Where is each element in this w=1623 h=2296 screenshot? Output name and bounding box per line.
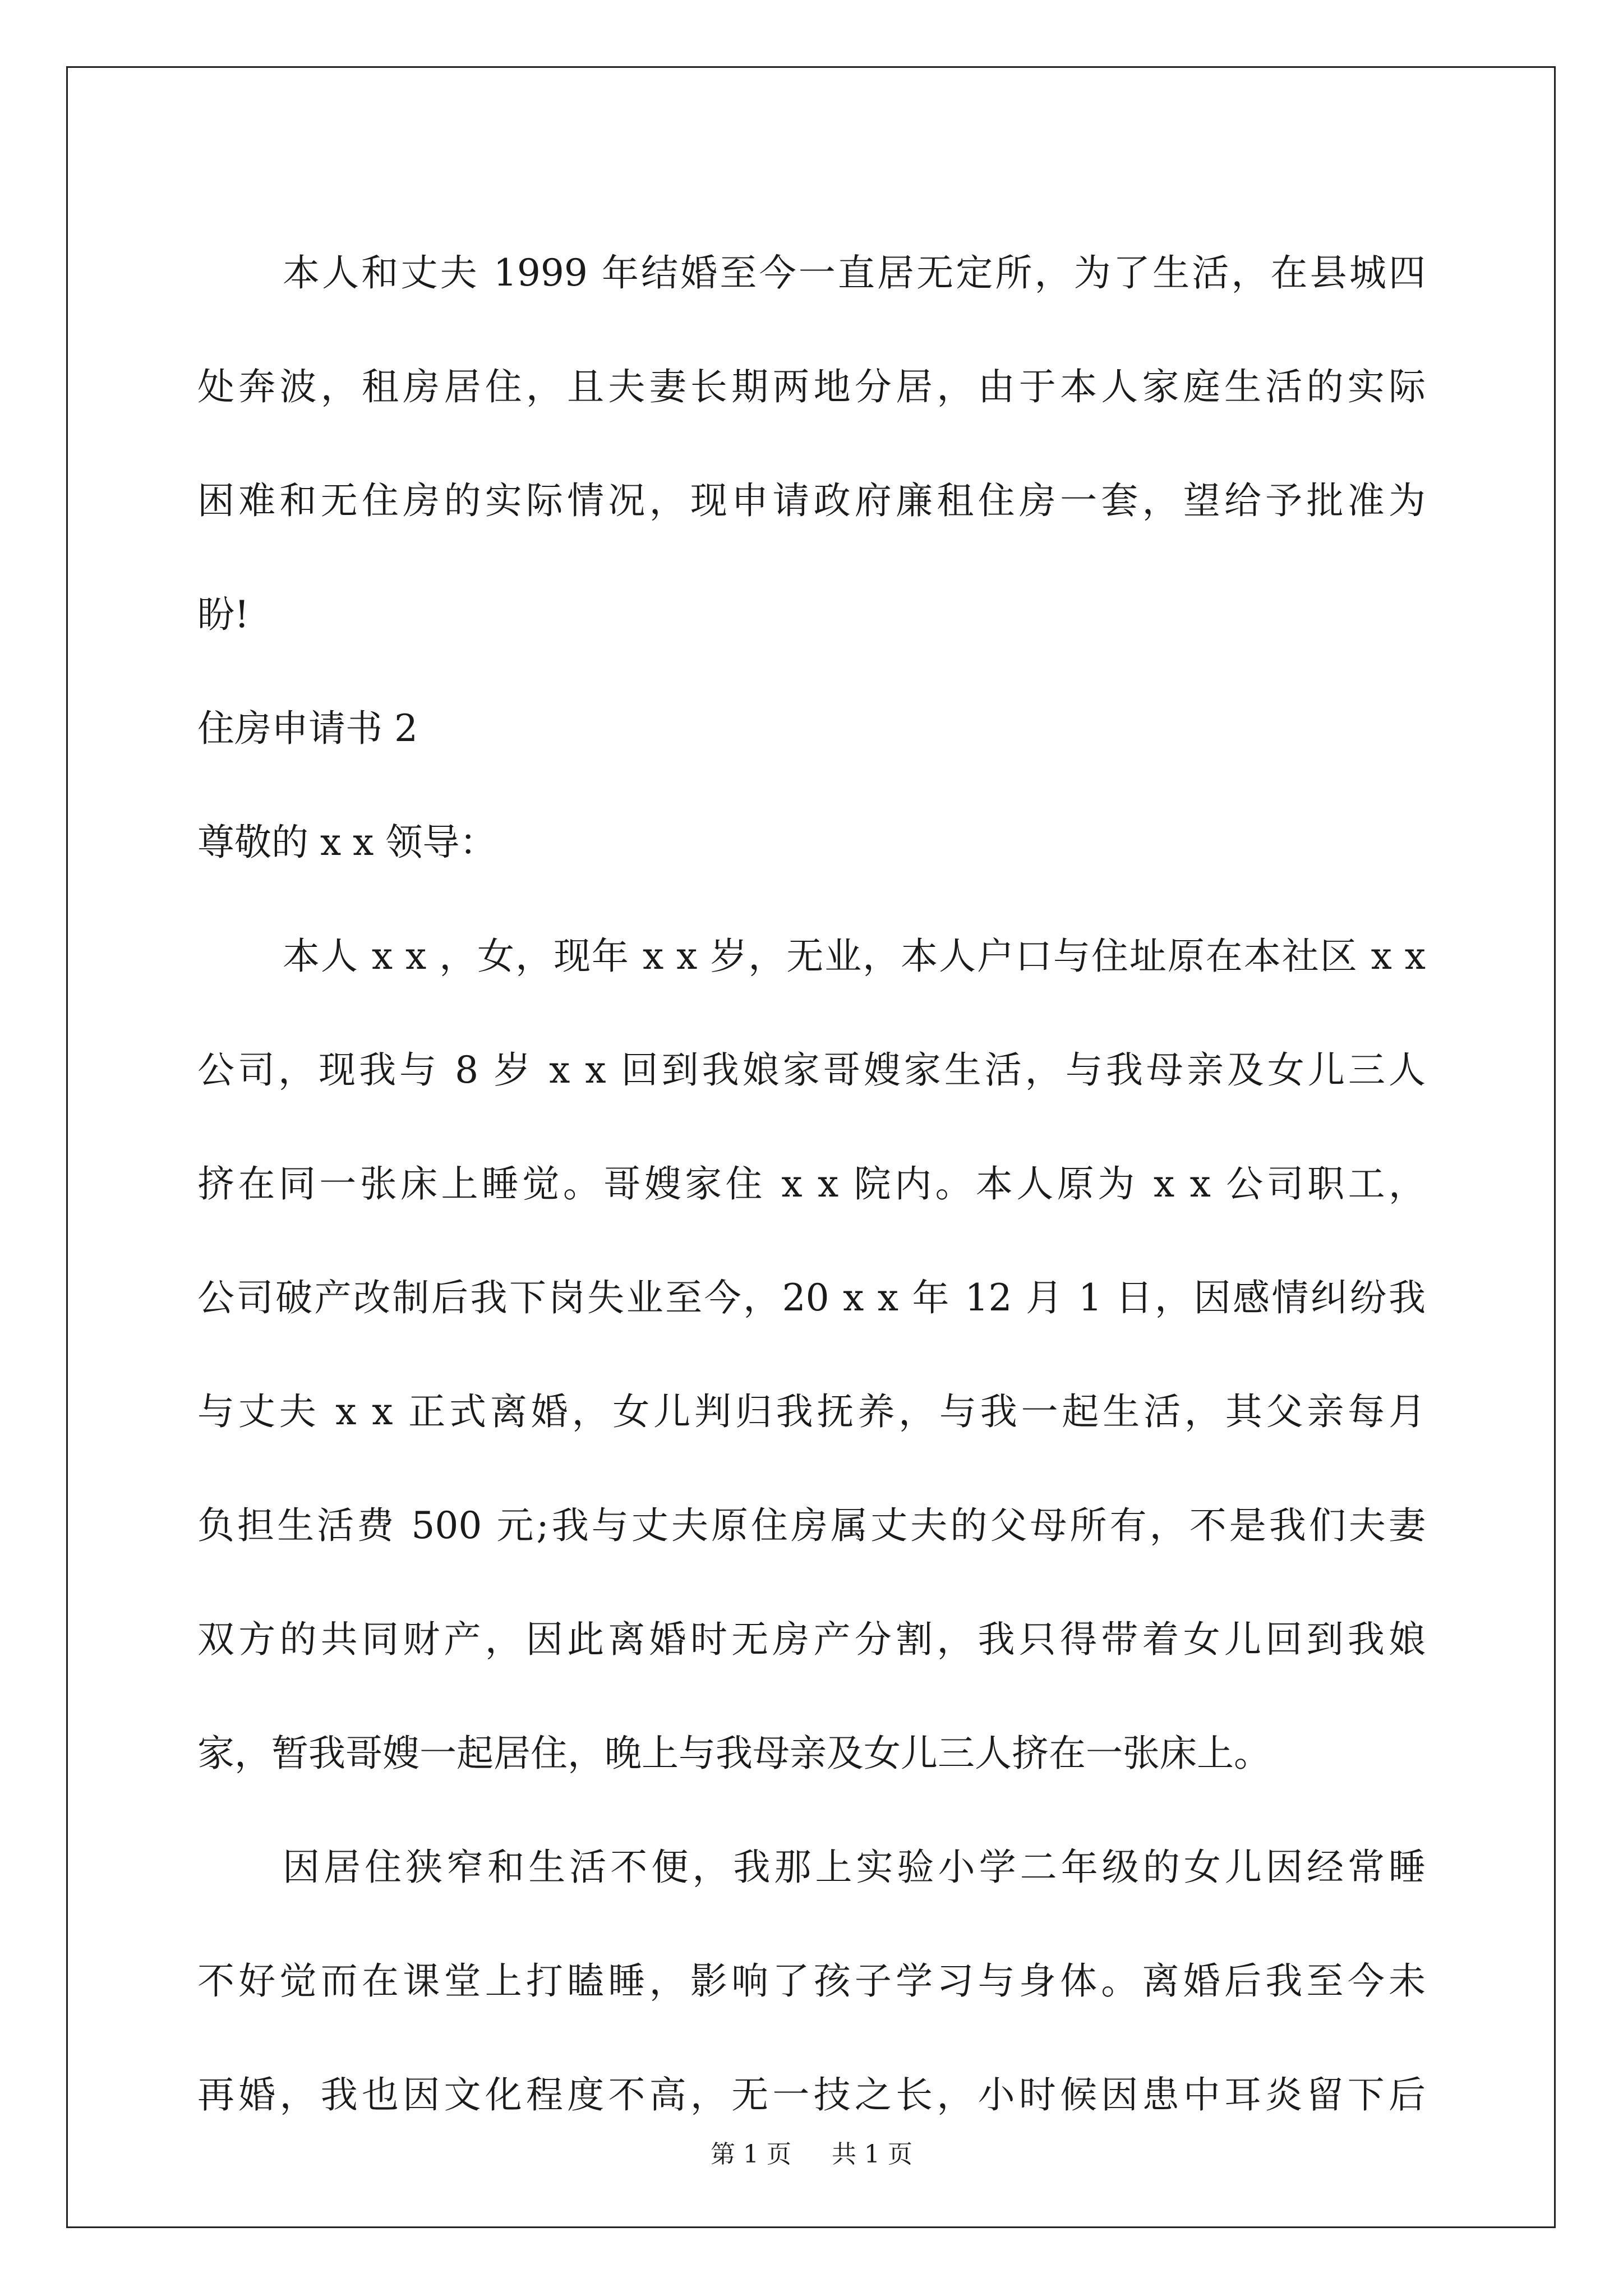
text-line: 与丈夫 x x 正式离婚，女儿判归我抚养，与我一起生活，其父亲每月 — [197, 1390, 1426, 1433]
salutation: 尊敬的 x x 领导： — [197, 821, 497, 864]
text-line: 再婚，我也因文化程度不高，无一技之长，小时候因患中耳炎留下后 — [197, 2073, 1426, 2116]
page-number: 第 1 页 — [711, 2140, 791, 2169]
document-body — [197, 216, 1426, 2152]
text-line: 挤在同一张床上睡觉。哥嫂家住 x x 院内。本人原为 x x 公司职工， — [197, 1162, 1426, 1205]
text-line: 不好觉而在课堂上打瞌睡，影响了孩子学习与身体。离婚后我至今未 — [197, 1959, 1426, 2003]
text-line: 家，暂我哥嫂一起居住，晚上与我母亲及女儿三人挤在一张床上。 — [197, 1732, 1271, 1775]
text-line: 负担生活费 500 元;我与丈夫原住房属丈夫的父母所有，不是我们夫妻 — [197, 1504, 1426, 1547]
text-line: 双方的共同财产，因此离婚时无房产分割，我只得带着女儿回到我娘 — [197, 1618, 1426, 1661]
page-total: 共 1 页 — [832, 2140, 912, 2169]
text-line: 盼! — [197, 593, 250, 636]
page-footer — [0, 2134, 1623, 2170]
text-line: 公司破产改制后我下岗失业至今，20 x x 年 12 月 1 日，因感情纠纷我 — [197, 1276, 1426, 1319]
text-line: 处奔波，租房居住，且夫妻长期两地分居，由于本人家庭生活的实际 — [197, 365, 1426, 408]
text-line: 公司，现我与 8 岁 x x 回到我娘家哥嫂家生活，与我母亲及女儿三人 — [197, 1048, 1426, 1092]
text-line: 困难和无住房的实际情况，现申请政府廉租住房一套，望给予批准为 — [197, 479, 1426, 522]
text-line: 本人 x x ，女，现年 x x 岁，无业，本人户口与住址原在本社区 x x — [283, 935, 1426, 978]
text-line: 因居住狭窄和生活不便，我那上实验小学二年级的女儿因经常睡 — [283, 1846, 1426, 1889]
text-line: 本人和丈夫 1999 年结婚至今一直居无定所，为了生活，在县城四 — [283, 251, 1426, 295]
section-title: 住房申请书 2 — [197, 707, 418, 750]
